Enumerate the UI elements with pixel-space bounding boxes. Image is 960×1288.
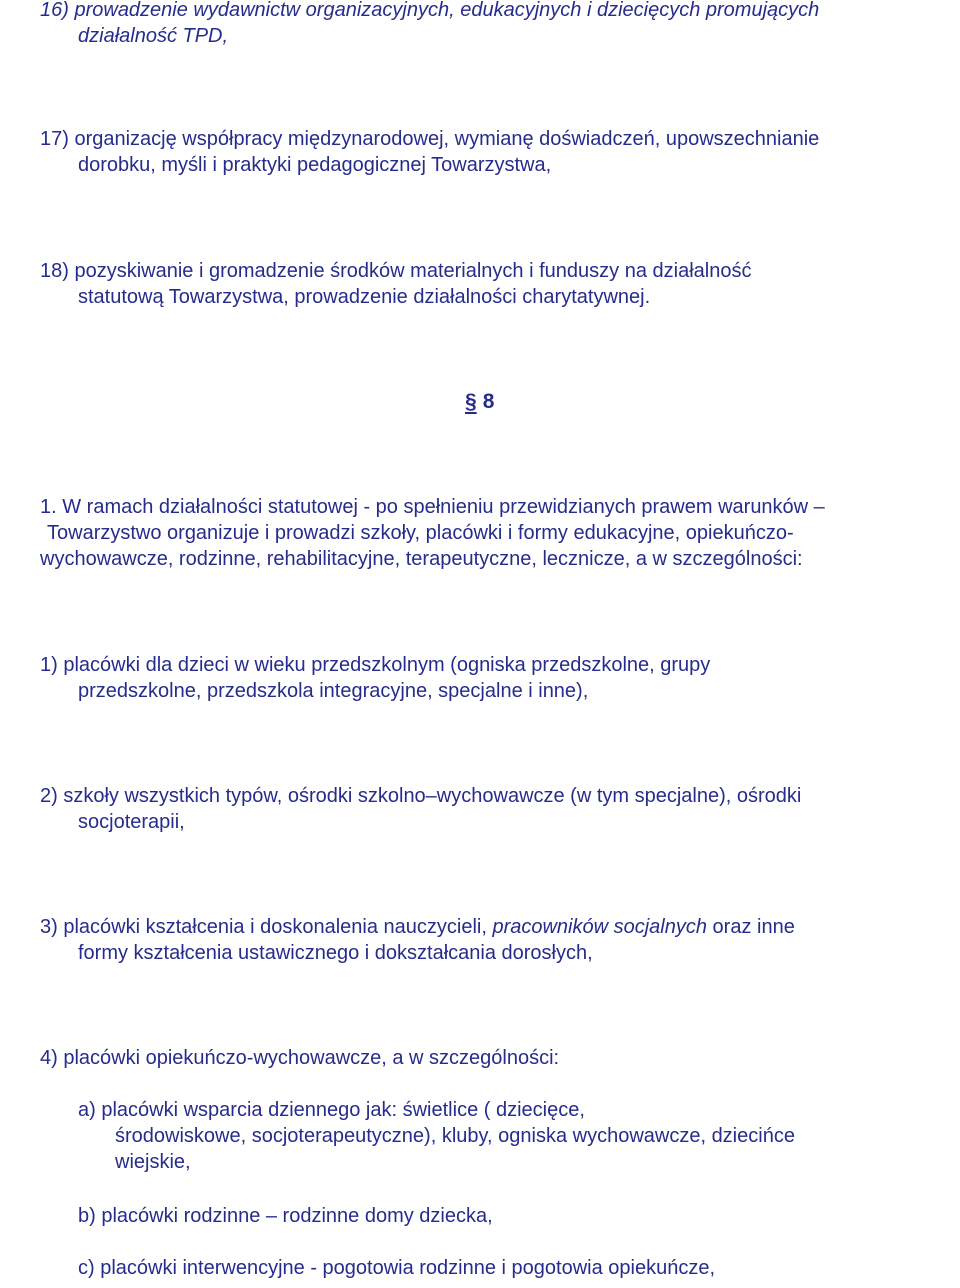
paragraph-1-line-2: Towarzystwo organizuje i prowadzi szkoły, placówki i formy edukacyjne, opiekuńczo- [47, 522, 794, 544]
sublist-item-a-line-3: wiejskie, [115, 1151, 191, 1173]
list-item-3 [40, 914, 955, 966]
list-item-2 [40, 783, 955, 835]
item-18 [40, 258, 955, 310]
list-item-1-line-1: 1) placówki dla dzieci w wieku przedszkolnym (ogniska przedszkolne, grupy [40, 654, 711, 676]
list-item-3-text-italic: pracowników socjalnych [492, 916, 707, 938]
item-17 [40, 126, 955, 178]
section-number: 8 [482, 390, 495, 413]
sublist-item-a-line-2: środowiskowe, socjoterapeutyczne), kluby, ogniska wychowawcze, dziecińce [115, 1125, 795, 1147]
paragraph-1-line-1: 1. W ramach działalności statutowej - po spełnieniu przewidzianych prawem warunków – [40, 496, 825, 518]
sublist-item-a [78, 1097, 958, 1175]
sublist-item-a-line-1: a) placówki wsparcia dziennego jak: świetlice ( dziecięce, [78, 1099, 585, 1121]
list-item-1 [40, 652, 955, 704]
list-item-3-line-1 [40, 914, 955, 940]
item-16 [40, 0, 955, 49]
list-item-1-line-2: przedszkolne, przedszkola integracyjne, specjalne i inne), [78, 680, 589, 702]
list-item-3-line-2: formy kształcenia ustawicznego i dokształcania dorosłych, [78, 942, 593, 964]
section-heading [465, 389, 494, 415]
item-18-line-2: statutową Towarzystwa, prowadzenie działalności charytatywnej. [78, 286, 651, 308]
paragraph-1 [40, 494, 955, 572]
sublist-item-b [78, 1203, 958, 1229]
list-item-2-line-1: 2) szkoły wszystkich typów, ośrodki szkolno–wychowawcze (w tym specjalne), ośrodki [40, 785, 802, 807]
item-16-line-1: 16) prowadzenie wydawnictw organizacyjnych, edukacyjnych i dziecięcych promujących [40, 0, 820, 21]
item-16-line-2: działalność TPD, [78, 25, 229, 47]
list-item-4-line-1: 4) placówki opiekuńczo-wychowawcze, a w szczególności: [40, 1047, 560, 1069]
item-17-line-1: 17) organizację współpracy międzynarodowej, wymianę doświadczeń, upowszechnianie [40, 128, 820, 150]
list-item-3-text-b: oraz inne [707, 916, 795, 938]
list-item-4 [40, 1045, 955, 1071]
section-symbol: § [465, 390, 477, 413]
list-item-3-text-a: 3) placówki kształcenia i doskonalenia nauczycieli, [40, 916, 493, 938]
item-17-line-2: dorobku, myśli i praktyki pedagogicznej Towarzystwa, [78, 154, 552, 176]
sublist-item-c [78, 1255, 958, 1281]
sublist-item-c-line-1: c) placówki interwencyjne - pogotowia rodzinne i pogotowia opiekuńcze, [78, 1257, 716, 1279]
sublist-item-b-line-1: b) placówki rodzinne – rodzinne domy dziecka, [78, 1205, 493, 1227]
item-18-line-1: 18) pozyskiwanie i gromadzenie środków materialnych i funduszy na działalność [40, 260, 752, 282]
paragraph-1-line-3: wychowawcze, rodzinne, rehabilitacyjne, terapeutyczne, lecznicze, a w szczególności: [40, 548, 803, 570]
list-item-2-line-2: socjoterapii, [78, 811, 185, 833]
